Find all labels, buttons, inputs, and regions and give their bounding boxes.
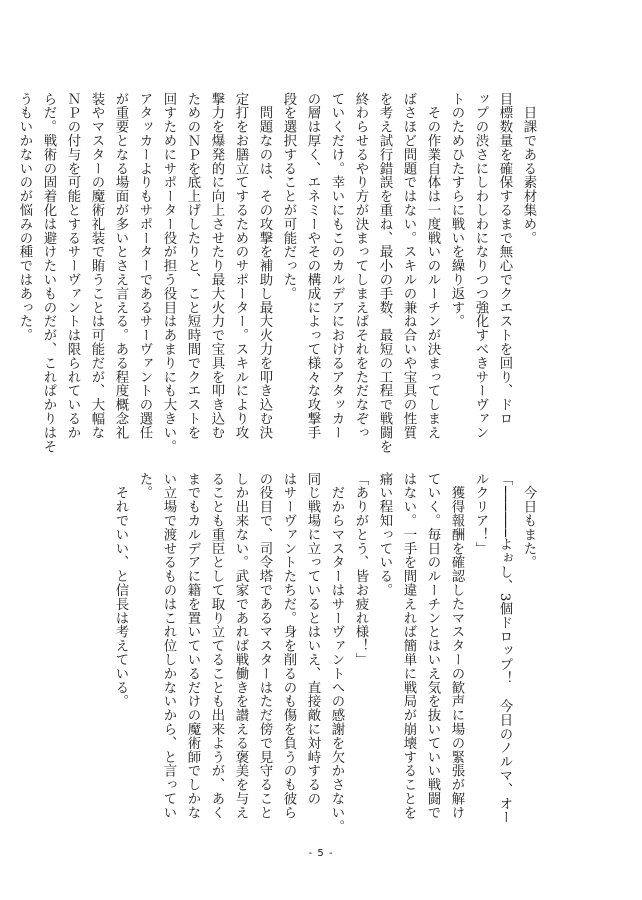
lower-text-block (84, 472, 540, 834)
text-line: うもいかないのが悩みの種ではあった。 (17, 92, 32, 343)
text-line: ばさほど問題ではない。スキルの兼ね合いや宝具の性質 (401, 92, 416, 440)
text-line: ルクリア！」 (473, 472, 488, 556)
text-line: ＮＰの付与を可能とするサーヴァントは限られているか (65, 92, 80, 440)
text-line: 痛い程知っている。 (377, 472, 392, 598)
text-line: い立場で渡せるものはこれ位しかないから、と言ってい (161, 472, 176, 820)
text-line: 撃力を爆発的に向上させたり最大火力で宝具を叩き込む (209, 92, 224, 440)
text-line: ることも重臣として取り立てることも出来ようが、あく (209, 472, 224, 820)
text-line: トのためひたすらに戦いを繰り返す。 (449, 92, 464, 329)
text-line: た。 (137, 472, 152, 500)
text-line: だからマスターはサーヴァントへの感謝を欠かさない。 (329, 472, 344, 834)
text-line: 今日もまた。 (521, 472, 536, 570)
text-line: を考え試行錯誤を重ね、最小の手数、最短の工程で戦闘を (377, 92, 392, 454)
text-line: 「ありがとう、皆お疲れ様！」 (353, 472, 368, 667)
text-line: それでいい、と信長は考えている。 (113, 472, 128, 709)
text-line: しか出来ない。武家であれば戦働きを讃える褒美を与え (233, 472, 248, 820)
text-line: ためのＮＰを底上げしたりと、こと短時間でクエストを (185, 92, 200, 440)
text-line: はサーヴァントたちだ。身を削るのも傷を負うのも彼ら (281, 472, 296, 820)
text-line: ていく。毎日のルーチンとはいえ気を抜いていい戦闘で (425, 472, 440, 820)
text-line: 問題なのは、その攻撃を補助し最大火力を叩き込む決 (257, 92, 272, 440)
text-line: の役目で、司令塔であるマスターはただ傍で見守ること (257, 472, 272, 820)
text-line: 目標数量を確保するまで無心でクエストを回り、ドロ (497, 92, 512, 426)
upper-text-block (17, 92, 540, 454)
text-line: 回すためにサポーター役が担う役目はあまりにも大きい。 (161, 92, 176, 454)
text-line: 段を選択することが可能だった。 (281, 92, 296, 301)
text-line: ップの渋さにしわしわになりつつ強化すべきサーヴァン (473, 92, 488, 440)
text-line: 獲得報酬を確認したマスターの歓声に場の緊張が解け (449, 472, 464, 820)
text-line: が重要となる場面が多いとさえ言える。ある程度概念礼 (113, 92, 128, 440)
text-line: はない。一手を間違えれば簡単に戦局が崩壊することを (401, 472, 416, 820)
text-line: ていくだけ。幸いにもこのカルデアにおけるアタッカー (329, 92, 344, 440)
page-number: - 5 - (308, 848, 334, 859)
text-line: 装やマスターの魔術礼装で賄うことは可能だが、大幅な (89, 92, 104, 440)
text-line: 同じ戦場に立っているとはいえ、直接敵に対峙するの (305, 472, 320, 806)
text-line: らだ。戦術の固着化は避けたいものだが、これぱかりはそ (41, 92, 56, 454)
text-line: までもカルデアに籍を置いているだけの魔術師でしかな (185, 472, 200, 820)
text-line: の層は厚く、エネミーやその構成によって様々な攻撃手 (305, 92, 320, 440)
text-line: 日課である素材集め。 (521, 92, 536, 245)
text-line: 終わらせるやり方が決まってしまえばそれをただなぞっ (353, 92, 368, 440)
text-line: 定打をお膳立てするためのサポーター。スキルにより攻 (233, 92, 248, 440)
text-line: アタッカーよりもサポーターであるサーヴァントの選任 (137, 92, 152, 440)
text-line: その作業自体は一度戦いのルーチンが決まってしまえ (425, 92, 440, 440)
text-line: 「──────よぉし、3個ドロップ！ 今日のノルマ、オー (497, 472, 512, 825)
